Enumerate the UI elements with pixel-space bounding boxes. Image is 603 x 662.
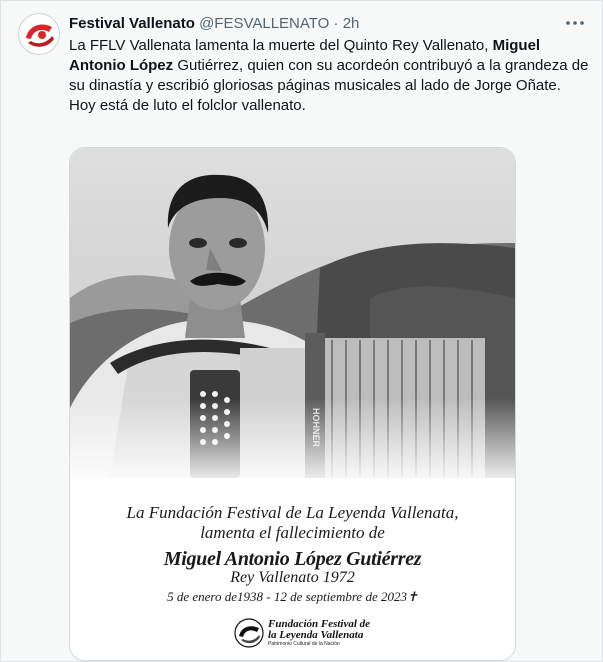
- author-handle[interactable]: @FESVALLENATO: [199, 15, 330, 32]
- tweet-header: [69, 14, 542, 34]
- deceased-name: Miguel Antonio López Gutiérrez: [163, 548, 422, 570]
- avatar[interactable]: [18, 13, 60, 55]
- festival-logo-icon: [19, 14, 59, 54]
- tweet-text-line2: Hoy está de luto el folclor vallenato.: [69, 97, 306, 114]
- tweet-text-part2: Gutiérrez, quien con su acordeón contribuyó a la grandeza de su dinastía y escribió gloriosas páginas musicales al lado de Jorge Oñate.: [69, 57, 589, 94]
- caption-line-2: lamenta el fallecimiento de: [200, 523, 385, 542]
- tweet-text: [69, 36, 589, 116]
- logo-text-line-3: Patrimonio Cultural de la Nación: [268, 641, 340, 647]
- cross-icon: ✝: [406, 589, 418, 604]
- foundation-emblem-icon: [234, 618, 264, 648]
- tweet-text-part1: La FFLV Vallenata lamenta la muerte del Quinto Rey Vallenato,: [69, 37, 493, 54]
- separator-dot: ·: [333, 15, 339, 32]
- tweet-text-bold-name: Miguel Antonio López: [69, 37, 541, 74]
- logo-text-line-2: la Leyenda Vallenata: [268, 629, 364, 641]
- deceased-title: Rey Vallenato 1972: [230, 569, 355, 586]
- foundation-logo: [234, 616, 371, 652]
- life-dates-text: 5 de enero de1938 - 12 de septiembre de 2023: [167, 589, 407, 604]
- life-dates: [70, 589, 515, 605]
- author-name[interactable]: Festival Vallenato: [69, 15, 195, 32]
- more-horizontal-icon: [564, 13, 586, 33]
- tweet-media-image[interactable]: [69, 147, 516, 661]
- logo-text-line-1: Fundación Festival de: [268, 618, 371, 630]
- more-options-button[interactable]: [564, 13, 586, 33]
- caption-line-1: La Fundación Festival de La Leyenda Vallenata,: [126, 503, 459, 522]
- tweet-time[interactable]: 2h: [342, 15, 360, 32]
